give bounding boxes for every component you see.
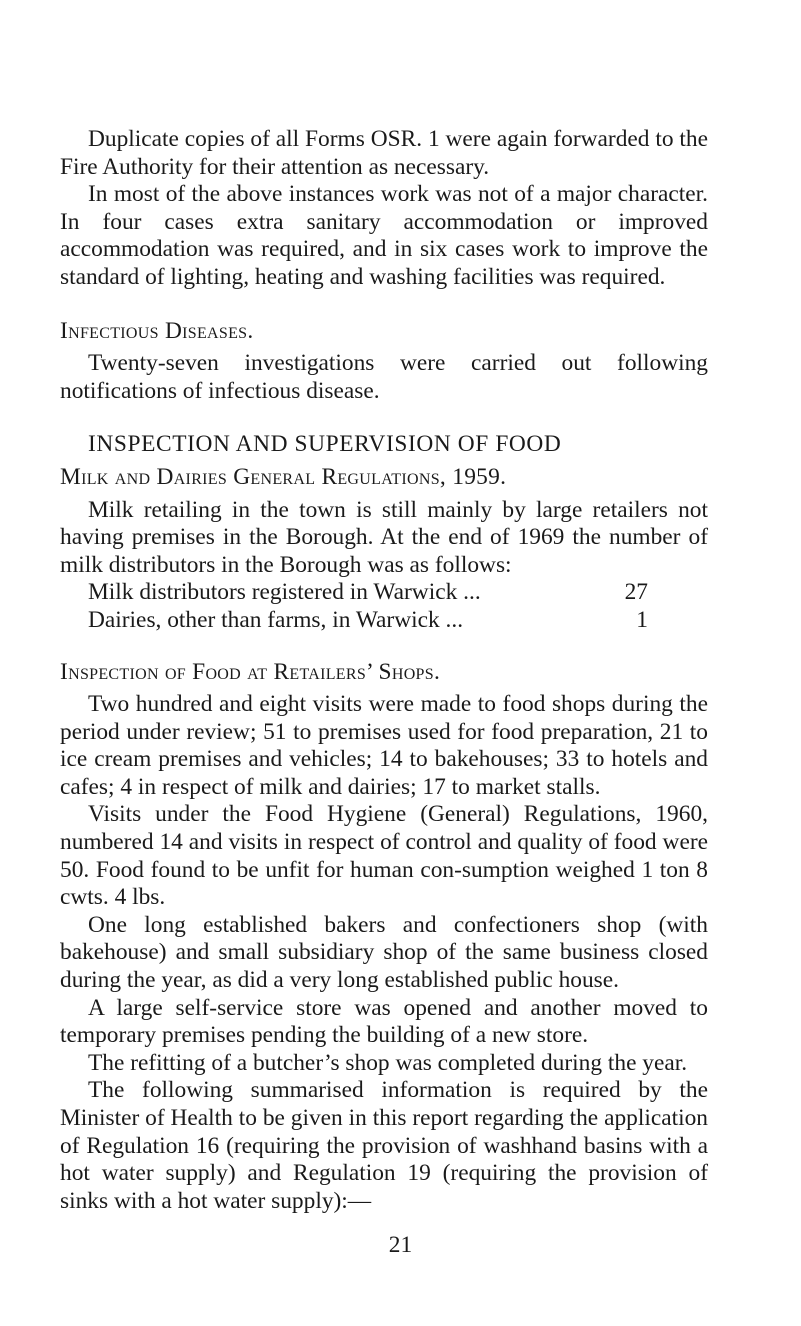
paragraph-infectious-investigations: Twenty-seven investigations were carried out following notifications of infectious disease. bbox=[60, 350, 708, 404]
paragraph-sanitary-works: In most of the above instances work was not of a major character. In four cases extra sanitary accommodation or improved accommodation was required, and in six cases work to improve the standard of lighting, heating and washing facilities was required. bbox=[60, 181, 708, 290]
document-body bbox=[60, 126, 708, 1215]
paragraph-food-hygiene-visits: Visits under the Food Hygiene (General) Regulations, 1960, numbered 14 and visits in respect of control and quality of food were 50. Food found to be unfit for human con-sumption weighed 1 ton 8 cwts. 4 lbs. bbox=[60, 801, 708, 911]
paragraph-milk-retailing: Milk retailing in the town is still mainly by large retailers not having premises in the Borough. At the end of 1969 the number of milk distributors in the Borough was as follows: bbox=[60, 496, 708, 578]
heading-infectious-diseases: Infectious Diseases. bbox=[60, 317, 254, 344]
paragraph-food-shop-visits: Two hundred and eight visits were made to food shops during the period under review; 51 to premises used for food preparation, 21 to ice cream premises and vehicles; 14 to bakehouses; 33 to hotels and cafes; 4 in respect of milk and dairies; 17 to market stalls. bbox=[60, 691, 708, 800]
heading-inspection-supervision-food: INSPECTION AND SUPERVISION OF FOOD bbox=[88, 431, 562, 458]
heading-milk-dairies-regulations: Milk and Dairies General Regulations, 1959. bbox=[60, 463, 507, 490]
paragraph-regulation-summary: The following summarised information is required by the Minister of Health to be given in this report regarding the application of Regulation 16 (requiring the provision of washhand basins with a hot water supply) and Regulation 19 (requiring the provision of sinks with a hot water supply):— bbox=[60, 1077, 708, 1214]
page-number: 21 bbox=[388, 1232, 413, 1258]
stat-label: Milk distributors registered in Warwick ... bbox=[88, 579, 481, 606]
stat-value: 1 bbox=[636, 606, 648, 633]
heading-inspection-retailers-shops: Inspection of Food at Retailers’ Shops. bbox=[60, 658, 441, 685]
stat-row-dairies bbox=[60, 607, 708, 635]
paragraph-butchers-refit: The refitting of a butcher’s shop was completed during the year. bbox=[88, 1049, 688, 1076]
stat-value: 27 bbox=[624, 579, 648, 606]
stat-label: Dairies, other than farms, in Warwick ... bbox=[88, 606, 464, 633]
paragraph-forms-osr: Duplicate copies of all Forms OSR. 1 were again forwarded to the Fire Authority for their attention as necessary. bbox=[60, 126, 708, 180]
stat-row-milk-distributors bbox=[60, 579, 708, 607]
paragraph-self-service-store: A large self-service store was opened and another moved to temporary premises pending the building of a new store. bbox=[60, 994, 708, 1049]
paragraph-bakers-closed: One long established bakers and confectioners shop (with bakehouse) and small subsidiary shop of the same business closed during the year, as did a very long established public house. bbox=[60, 911, 708, 994]
